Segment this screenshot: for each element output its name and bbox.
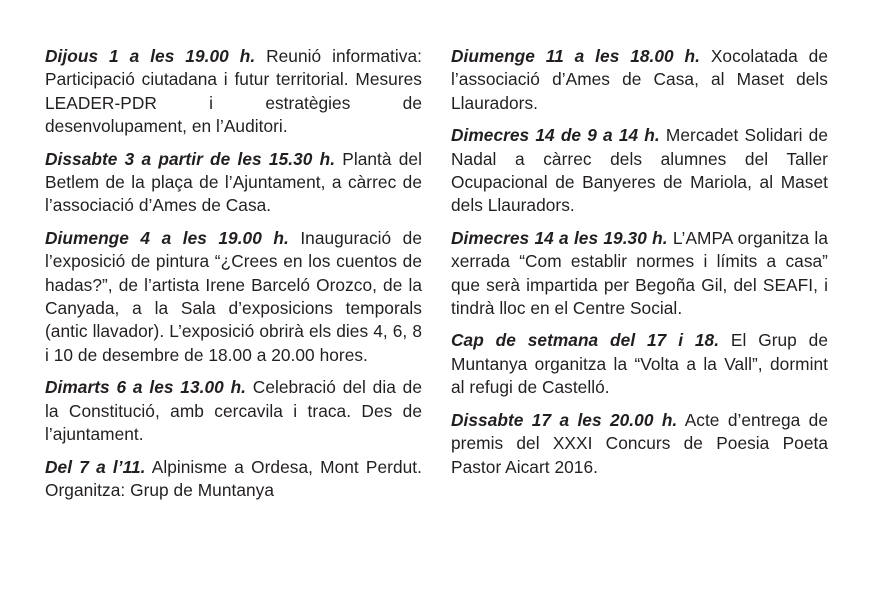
event-description: Celebració del dia de la Constitució, amb cercavila i traca. Des de l’ajuntament.	[45, 377, 422, 445]
event-description: Xocolatada de l’associació d’Ames de Casa, al Maset dels Llauradors.	[451, 46, 828, 113]
event-entry	[451, 329, 828, 399]
event-description: Alpinisme a Ordesa, Mont Perdut. Organitza: Grup de Muntanya	[45, 456, 422, 500]
event-date: Diumenge 4 a les 19.00 h.	[45, 227, 289, 248]
event-date: Dissabte 3 a partir de les 15.30 h.	[45, 148, 336, 169]
event-entry	[45, 456, 422, 503]
event-date: Dimecres 14 a les 19.30 h.	[451, 227, 668, 248]
event-date: Dimecres 14 de 9 a 14 h.	[451, 125, 660, 146]
event-date: Cap de setmana del 17 i 18.	[451, 330, 720, 351]
event-description: Inauguració de l’exposició de pintura “¿Crees en los cuentos de hadas?”, de l’artista Irene Barceló Orozco, de la Canyada, a la Sala d’exposicions temporals (antic llavador). L’exposició obrirà els dies 4, 6, 8 i 10 de desembre de 18.00 a 20.00 hores.	[45, 227, 422, 365]
event-entry	[45, 227, 422, 367]
event-entry	[451, 45, 828, 115]
event-entry	[451, 124, 828, 218]
event-date: Dijous 1 a les 19.00 h.	[45, 46, 256, 66]
event-date: Diumenge 11 a les 18.00 h.	[451, 46, 700, 66]
event-description: El Grup de Muntanya organitza la “Volta a la Vall”, dormint al refugi de Castelló.	[451, 330, 828, 398]
event-entry	[451, 227, 828, 321]
event-description: Plantà del Betlem de la plaça de l’Ajuntament, a càrrec de l’associació d’Ames de Casa.	[45, 148, 422, 216]
event-date: Dimarts 6 a les 13.00 h.	[45, 377, 247, 398]
event-entry	[45, 376, 422, 446]
event-date: Del 7 a l’11.	[45, 456, 146, 477]
event-entry	[45, 45, 422, 139]
event-description: Reunió informativa: Participació ciutadana i futur territorial. Mesures LEADER-PDR i estratègies de desenvolupament, en l’Auditori.	[45, 46, 422, 137]
event-date: Dissabte 17 a les 20.00 h.	[451, 409, 678, 430]
event-description: L’AMPA organitza la xerrada “Com establir normes i límits a casa” que serà impartida per Begoña Gil, del SEAFI, i tindrà lloc en el Centre Social.	[451, 227, 828, 319]
event-entry	[451, 409, 828, 479]
event-entry	[45, 148, 422, 218]
right-column	[451, 45, 828, 488]
event-description: Mercadet Solidari de Nadal a càrrec dels alumnes del Taller Ocupacional de Banyeres de Mariola, al Maset dels Llauradors.	[451, 125, 828, 216]
left-column	[45, 45, 422, 511]
event-description: Acte d’entrega de premis del XXXI Concurs de Poesia Poeta Pastor Aicart 2016.	[451, 409, 828, 477]
